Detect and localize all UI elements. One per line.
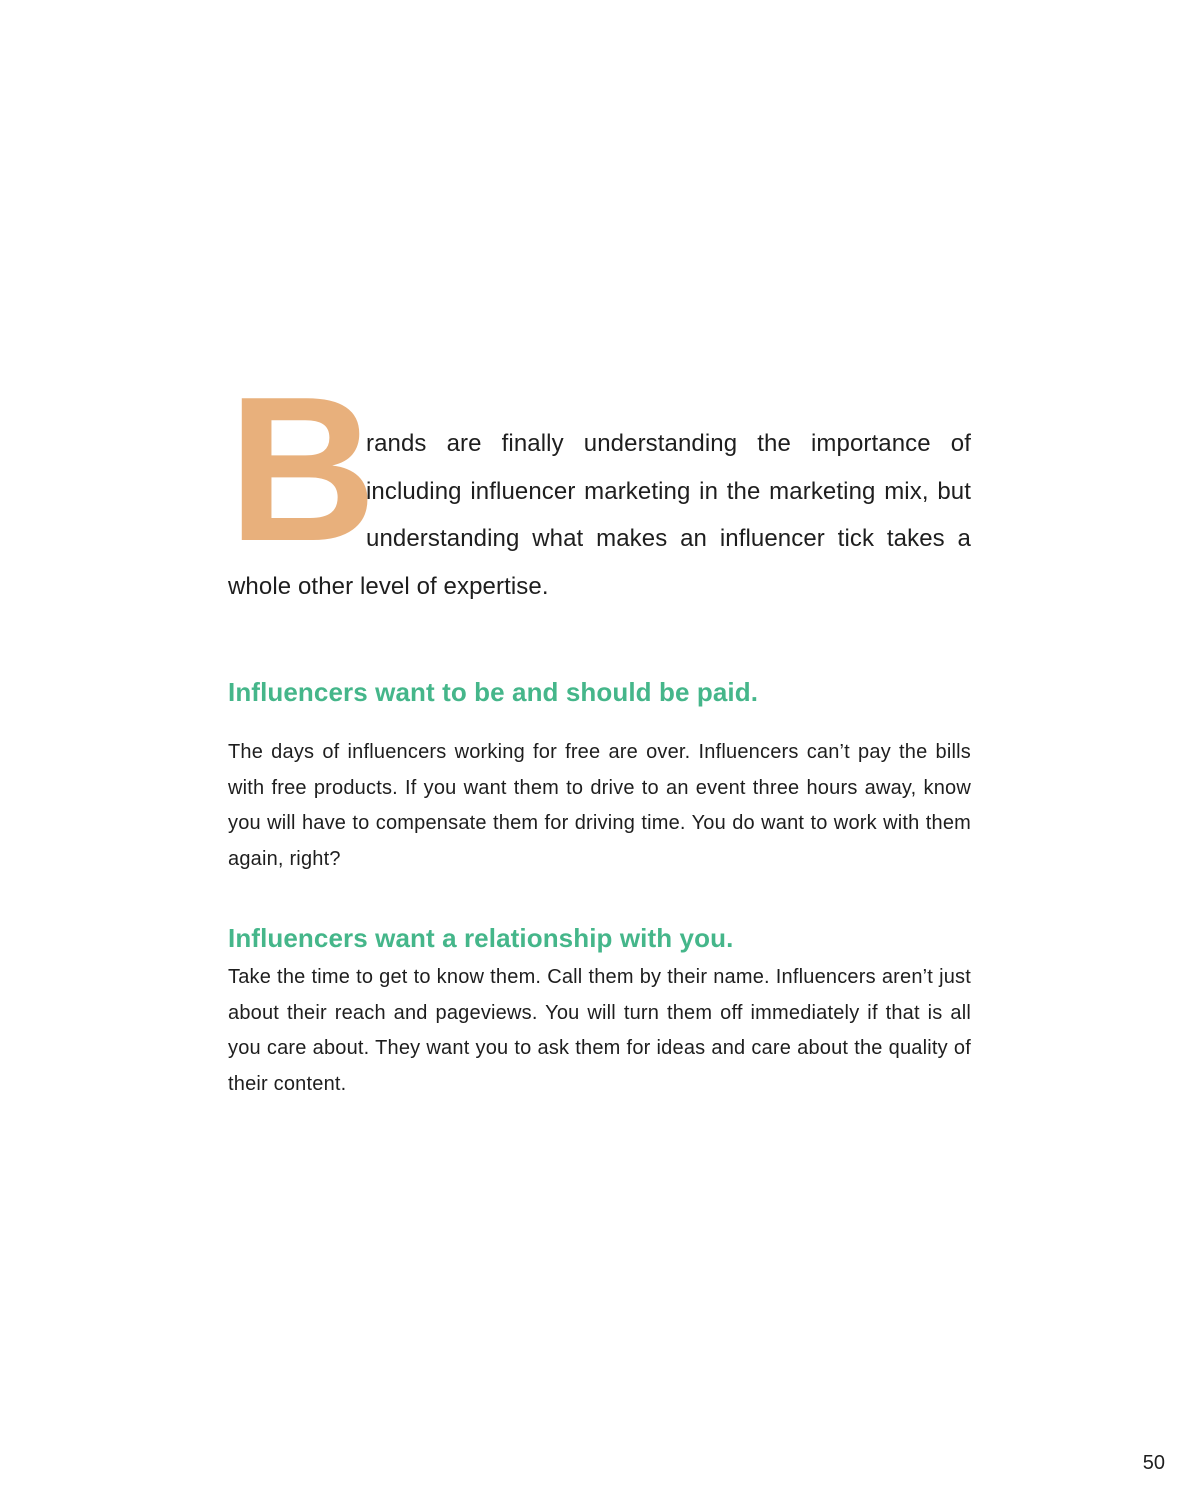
section-body-paid: The days of influencers working for free are over. Influencers can’t pay the bills with free products. If you want them to drive to an event three hours away, know you will have to compensate them for driving time. You do want to work with them again, right? bbox=[228, 741, 971, 870]
page-number: 50 bbox=[1142, 1452, 1165, 1474]
section-heading-relationship: Influencers want a relationship with you. bbox=[228, 923, 734, 953]
section-body-relationship: Take the time to get to know them. Call them by their name. Influencers aren’t just about their reach and pageviews. You will turn them off immediately if that is all you care about. They want you to ask them for ideas and care about the quality of their content. bbox=[228, 966, 971, 1095]
drop-cap-letter: B bbox=[228, 354, 373, 584]
article-content bbox=[228, 354, 971, 1102]
section-heading-paid: Influencers want to be and should be paid. bbox=[228, 677, 759, 707]
intro-paragraph bbox=[228, 354, 971, 610]
intro-text: rands are finally understanding the importance of including influencer marketing in the marketing mix, but understanding what makes an influencer tick takes a whole other level of expertise. bbox=[228, 430, 971, 600]
